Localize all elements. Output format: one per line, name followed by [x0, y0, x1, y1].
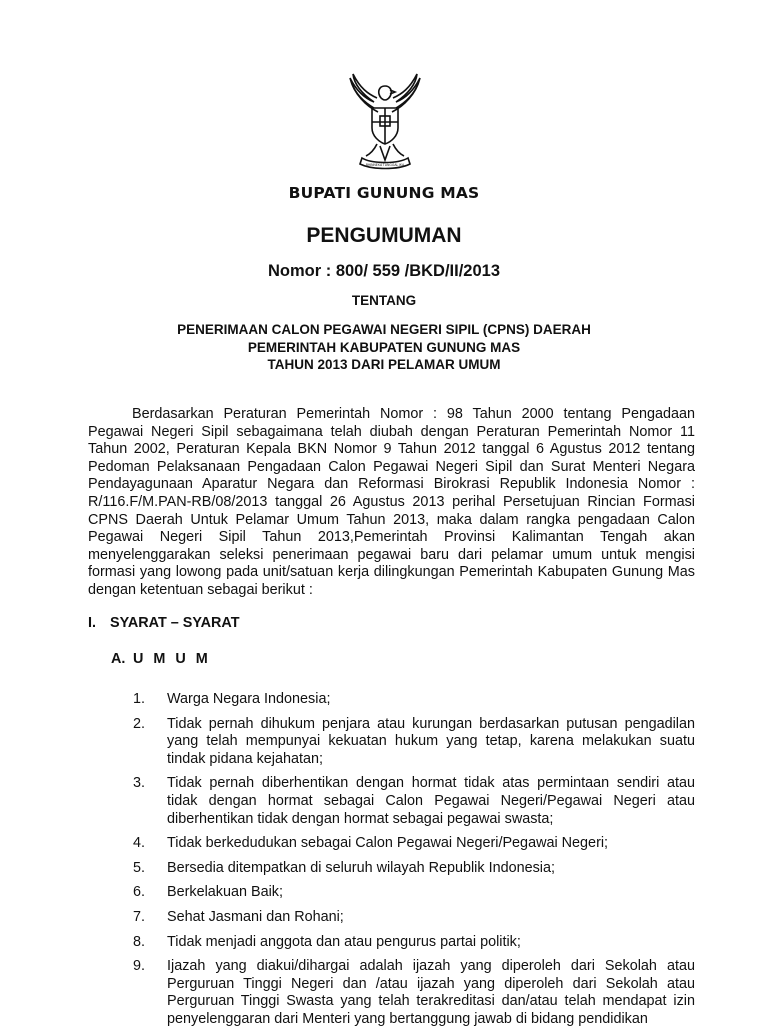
subject-heading: [0, 321, 768, 374]
subject-line: TAHUN 2013 DARI PELAMAR UMUM: [267, 357, 501, 372]
section-number: I.: [88, 615, 96, 631]
section-title: SYARAT – SYARAT: [110, 615, 240, 631]
list-item-text: Tidak pernah dihukum penjara atau kurungan berdasarkan putusan pengadilan yang telah mempunyai kekuatan hukum yang tetap, karena melakukan suatu tindak pidana kejahatan;: [167, 715, 695, 767]
list-item-text: Tidak berkedudukan sebagai Calon Pegawai Negeri/Pegawai Negeri;: [167, 835, 609, 852]
emblem-motto: BHINNEKA TUNGGAL IKA: [365, 163, 405, 167]
list-item-number: 3.: [133, 775, 146, 792]
document-number: Nomor : 800/ 559 /BKD/II/2013: [267, 262, 500, 280]
subsection-number: A.: [111, 651, 126, 667]
issuer-title: BUPATI GUNUNG MAS: [288, 184, 480, 202]
list-item: [133, 909, 695, 927]
subsection-heading-umum: [111, 651, 211, 667]
subject-line: PENERIMAAN CALON PEGAWAI NEGERI SIPIL (CPNS) DAERAH: [177, 322, 591, 337]
requirements-list: [133, 691, 695, 1036]
list-item-text: Sehat Jasmani dan Rohani;: [167, 908, 344, 925]
list-item-number: 8.: [133, 933, 146, 950]
list-item: [133, 958, 695, 1028]
list-item-number: 9.: [133, 958, 146, 975]
section-heading-syarat: [88, 615, 240, 631]
list-item: [133, 860, 695, 878]
list-item: [133, 934, 695, 952]
list-item: [133, 884, 695, 902]
intro-paragraph: Berdasarkan Peraturan Pemerintah Nomor : 98 Tahun 2000 tentang Pengadaan Pegawai Negeri Sipil sebagaimana telah diubah dengan Peraturan Pemerintah Nomor 11 Tahun 2002, Peraturan Kepala BKN Nomor 9 Tahun 2012 tanggal 6 Agustus 2012 tentang Pedoman Pelaksanaan Pengadaan Calon Pegawai Negeri Sipil dan Surat Menteri Negara Pendayagunaan Aparatur Negara dan Reformasi Birokrasi Republik Indonesia Nomor : R/116.F/M.PAN-RB/08/2013 tanggal 26 Agustus 2013 perihal Persetujuan Rincian Formasi CPNS Daerah Untuk Pelamar Umum Tahun 2013, maka dalam rangka pengadaan Calon Pegawai Negeri Sipil Tahun 2013,Pemerintah Provinsi Kalimantan Tengah akan menyelenggarakan seleksi penerimaan pegawai baru dari pelamar umum untuk mengisi formasi yang lowong pada unit/satuan kerja dilingkungan Pemerintah Kabupaten Gunung Mas dengan ketentuan sebagai berikut :: [88, 406, 695, 598]
garuda-emblem-icon: [344, 72, 426, 172]
subject-line: PEMERINTAH KABUPATEN GUNUNG MAS: [247, 339, 521, 355]
list-item-text: Bersedia ditempatkan di seluruh wilayah Republik Indonesia;: [167, 859, 555, 876]
list-item-number: 6.: [133, 884, 146, 901]
list-item-text: Ijazah yang diakui/dihargai adalah ijazah yang diperoleh dari Sekolah atau Perguruan Tinggi Negeri dan /atau ijazah yang diperoleh dari Sekolah atau Perguruan Tinggi Swasta yang telah terakreditasi dan/atau telah mendapat izin penyelenggaran dari Menteri yang bertanggung jawab di bidang pendidikan: [167, 958, 695, 1027]
list-item-number: 1.: [133, 691, 146, 707]
list-item-number: 7.: [133, 908, 146, 925]
tentang-label: TENTANG: [351, 293, 417, 308]
list-item-number: 4.: [133, 835, 146, 852]
list-item: [133, 691, 695, 709]
list-item-number: 2.: [133, 715, 146, 732]
document-title: PENGUMUMAN: [306, 224, 462, 247]
list-item-text: Warga Negara Indonesia;: [167, 691, 331, 707]
list-item-text: Tidak pernah diberhentikan dengan hormat tidak atas permintaan sendiri atau tidak dengan hormat sebagai Calon Pegawai Negeri/Pegawai Negeri atau diberhentikan tidak dengan hormat sebagai pegawai swasta;: [167, 775, 695, 827]
subsection-title: U M U M: [133, 651, 211, 667]
list-item: [133, 716, 695, 769]
list-item-text: Berkelakuan Baik;: [167, 884, 283, 901]
list-item: [133, 775, 695, 828]
list-item-text: Tidak menjadi anggota dan atau pengurus partai politik;: [167, 933, 521, 950]
list-item-number: 5.: [133, 859, 146, 876]
list-item: [133, 835, 695, 853]
